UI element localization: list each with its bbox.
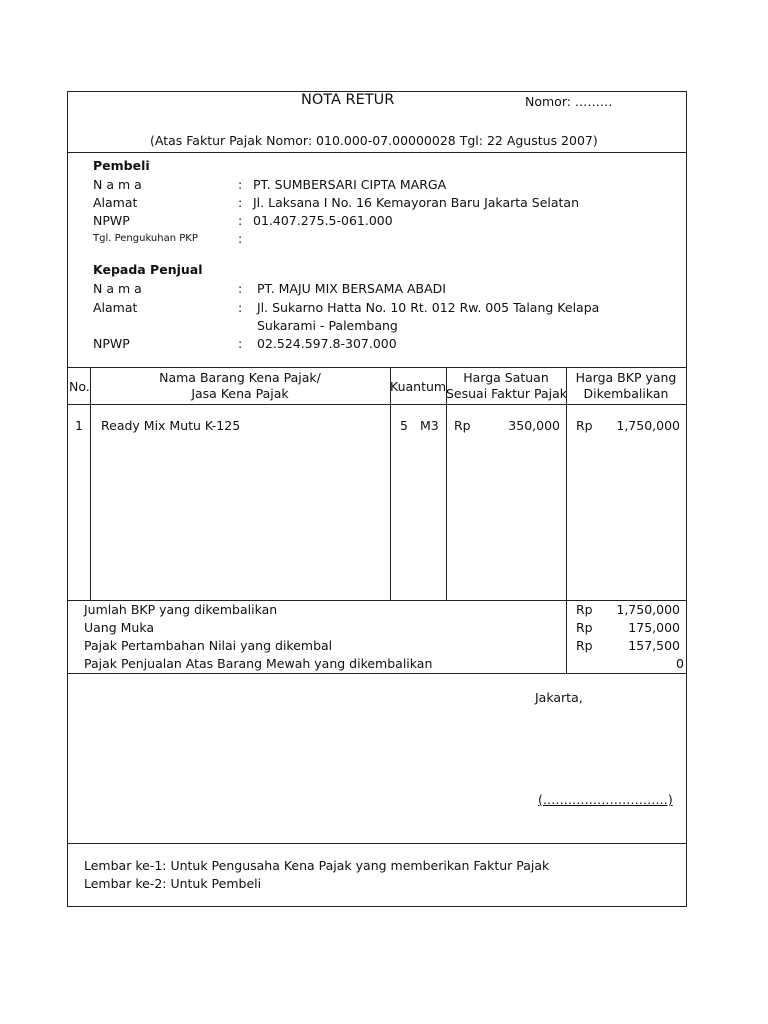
buyer-address-label: Alamat <box>93 195 138 210</box>
signature-place: Jakarta, <box>535 690 583 705</box>
summary-value-vat: 157,500 <box>628 638 680 653</box>
buyer-heading: Pembeli <box>93 158 150 173</box>
col-line-name <box>390 367 391 600</box>
header-total-1: Harga BKP yang <box>575 370 677 385</box>
header-no: No. <box>69 379 90 394</box>
divider-header <box>68 152 686 153</box>
seller-name-sep: : <box>238 281 243 296</box>
row-no: 1 <box>75 418 83 433</box>
signature-name: (…………………………) <box>538 792 673 807</box>
buyer-npwp-sep: : <box>238 213 243 228</box>
seller-npwp-sep: : <box>238 336 243 351</box>
buyer-address-sep: : <box>238 195 243 210</box>
summary-value-luxury-tax: 0 <box>676 656 684 671</box>
row-price-currency: Rp <box>454 418 471 433</box>
buyer-name-label: N a m a <box>93 177 142 192</box>
seller-address-label: Alamat <box>93 300 138 315</box>
divider-table-top <box>68 367 686 368</box>
seller-address-value-2: Sukarami - Palembang <box>257 318 398 333</box>
summary-label-advance: Uang Muka <box>84 620 155 635</box>
header-name-1: Nama Barang Kena Pajak/ <box>159 370 321 385</box>
seller-npwp-label: NPWP <box>93 336 130 351</box>
buyer-npwp-label: NPWP <box>93 213 130 228</box>
footer-copy-2: Lembar ke-2: Untuk Pembeli <box>84 876 262 891</box>
summary-cur-advance: Rp <box>576 620 593 635</box>
document-number: Nomor: ……… <box>525 94 613 109</box>
row-price: 350,000 <box>508 418 560 433</box>
row-total: 1,750,000 <box>616 418 680 433</box>
summary-label-total: Jumlah BKP yang dikembalikan <box>84 602 278 617</box>
divider-table-bottom <box>68 600 686 601</box>
summary-label-luxury-tax: Pajak Penjualan Atas Barang Mewah yang dikembalikan <box>84 656 433 671</box>
header-price-2: Sesuai Faktur Pajak <box>446 386 568 401</box>
header-total-2: Dikembalikan <box>583 386 669 401</box>
buyer-address-value: Jl. Laksana I No. 16 Kemayoran Baru Jakarta Selatan <box>253 195 580 210</box>
row-qty: 5 <box>400 418 408 433</box>
row-total-currency: Rp <box>576 418 593 433</box>
buyer-pkp-sep: : <box>238 231 243 246</box>
row-unit: M3 <box>420 418 439 433</box>
document-title: NOTA RETUR <box>301 92 395 108</box>
summary-label-vat: Pajak Pertambahan Nilai yang dikembal <box>84 638 333 653</box>
footer-copy-1: Lembar ke-1: Untuk Pengusaha Kena Pajak yang memberikan Faktur Pajak <box>84 858 550 873</box>
buyer-pkp-label: Tgl. Pengukuhan PKP <box>93 233 198 244</box>
nota-retur-document <box>67 91 687 907</box>
invoice-reference: (Atas Faktur Pajak Nomor: 010.000-07.00000028 Tgl: 22 Agustus 2007) <box>150 133 598 148</box>
divider-summary-bottom <box>68 673 686 674</box>
col-line-no <box>90 367 91 600</box>
buyer-npwp-value: 01.407.275.5-061.000 <box>253 213 393 228</box>
divider-table-header <box>68 404 686 405</box>
seller-name-label: N a m a <box>93 281 142 296</box>
summary-cur-total: Rp <box>576 602 593 617</box>
summary-value-advance: 175,000 <box>628 620 680 635</box>
buyer-name-sep: : <box>238 177 243 192</box>
col-line-qty <box>446 367 447 600</box>
summary-cur-vat: Rp <box>576 638 593 653</box>
header-price-1: Harga Satuan <box>463 370 549 385</box>
col-line-price <box>566 367 567 673</box>
header-name-2: Jasa Kena Pajak <box>191 386 289 401</box>
buyer-name-value: PT. SUMBERSARI CIPTA MARGA <box>253 177 447 192</box>
seller-npwp-value: 02.524.597.8-307.000 <box>257 336 397 351</box>
divider-footer <box>68 843 686 844</box>
seller-address-value: Jl. Sukarno Hatta No. 10 Rt. 012 Rw. 005 Talang Kelapa <box>257 300 600 315</box>
seller-name-value: PT. MAJU MIX BERSAMA ABADI <box>257 281 446 296</box>
header-qty: Kuantum <box>390 379 447 394</box>
summary-value-total: 1,750,000 <box>616 602 680 617</box>
seller-heading: Kepada Penjual <box>93 262 203 277</box>
seller-address-sep: : <box>238 300 243 315</box>
row-name: Ready Mix Mutu K-125 <box>101 418 241 433</box>
